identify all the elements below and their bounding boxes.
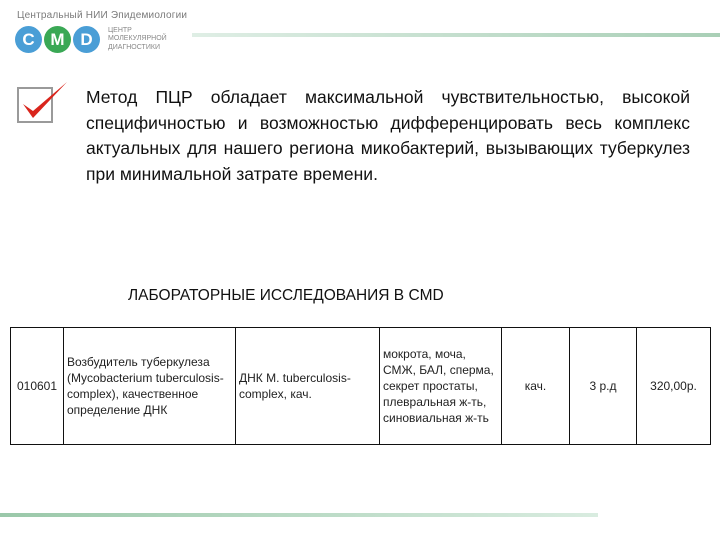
test-price: 320,00р.	[637, 328, 711, 445]
table-row	[11, 328, 711, 445]
test-material: мокрота, моча, СМЖ, БАЛ, сперма, секрет простаты, плевральная ж-ть, синовиальная ж-ть	[380, 328, 502, 445]
logo-letter-d: D	[73, 26, 100, 53]
logo-letter-c: C	[15, 26, 42, 53]
test-code: 010601	[11, 328, 64, 445]
logo-subtitle: ЦЕНТР МОЛЕКУЛЯРНОЙ ДИАГНОСТИКИ	[108, 26, 167, 51]
section-title: ЛАБОРАТОРНЫЕ ИССЛЕДОВАНИЯ В CMD	[128, 287, 444, 304]
header-divider	[192, 33, 720, 37]
logo-letter-m: M	[44, 26, 71, 53]
method-description: Метод ПЦР обладает максимальной чувствительностью, высокой специфичностью и возможностью дифференцировать весь комплекс актуальных для нашего региона микобактерий, вызывающих туберкулез при минимальной затрате времени.	[86, 87, 690, 184]
lab-tests-table	[10, 327, 711, 445]
test-term: 3 р.д	[570, 328, 637, 445]
org-name: Центральный НИИ Эпидемиологии	[17, 10, 188, 21]
footer-divider	[0, 513, 598, 517]
test-type: кач.	[502, 328, 570, 445]
test-name: Возбудитель туберкулеза (Mycobacterium tuberculosis-complex), качественное определение ДНК	[64, 328, 236, 445]
cmd-logo	[15, 26, 168, 53]
test-target: ДНК M. tuberculosis-complex, кач.	[236, 328, 380, 445]
checkmark-icon	[15, 78, 71, 128]
